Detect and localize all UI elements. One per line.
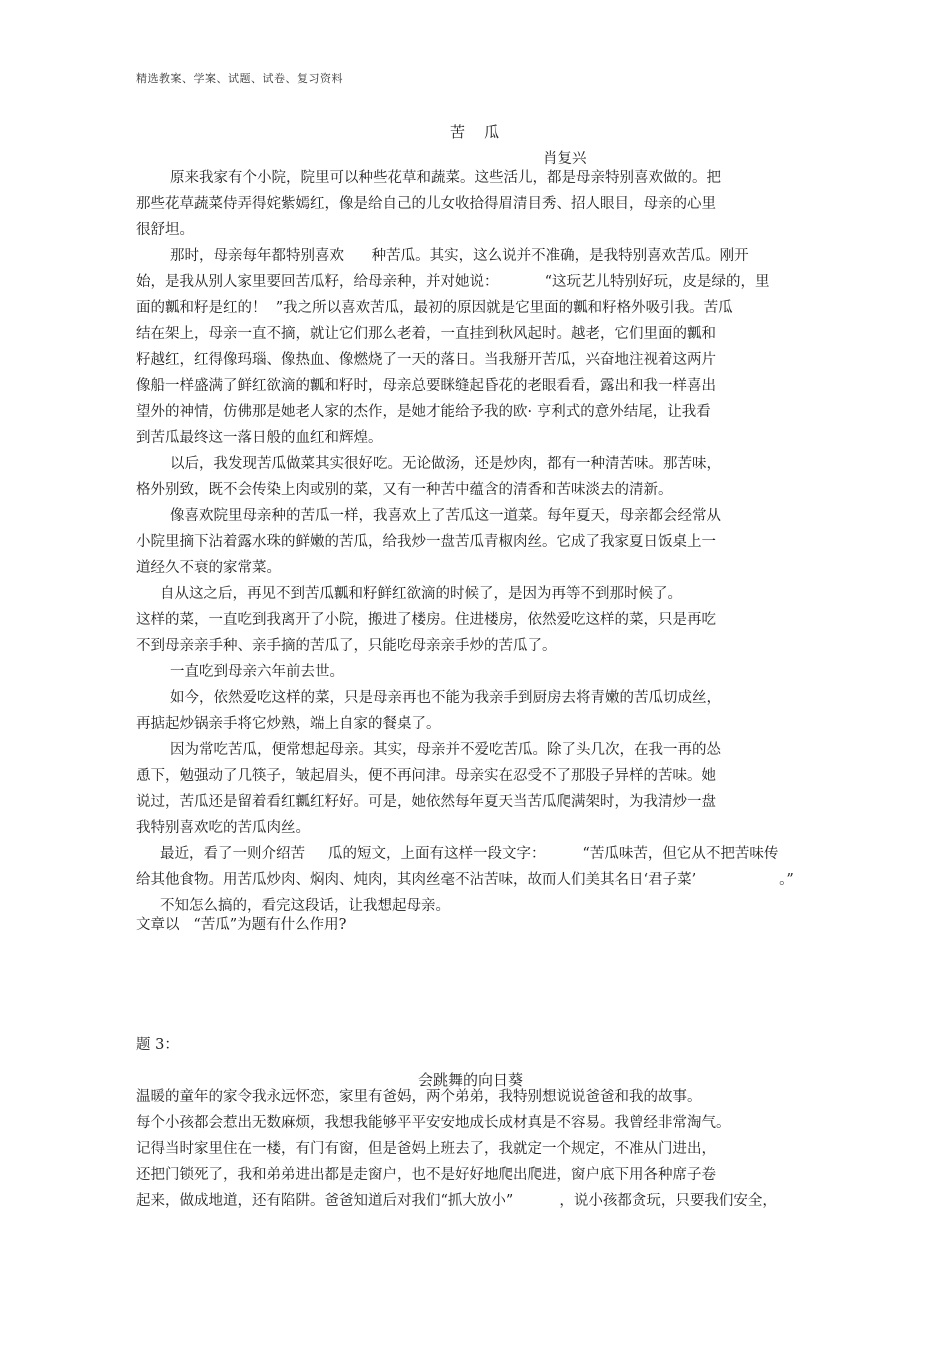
article-line: 因为常吃苦瓜，便常想起母亲。其实，母亲并不爱吃苦瓜。除了头几次，在我一再的怂 bbox=[170, 742, 721, 758]
article-line: 始，是我从别人家里要回苦瓜籽，给母亲种，并对她说： “这玩艺儿特别好玩，皮是绿的，里 bbox=[136, 274, 770, 290]
section-line: 每个小孩都会惹出无数麻烦，我想我能够平平安安地成长成材真是不容易。我曾经非常淘气。 bbox=[136, 1115, 731, 1131]
question-text: 文章以 “苦瓜”为题有什么作用? bbox=[136, 917, 347, 933]
article-line: 像喜欢院里母亲种的苦瓜一样，我喜欢上了苦瓜这一道菜。每年夏天，母亲都会经常从 bbox=[170, 508, 721, 524]
article-line: 那时，母亲每年都特别喜欢 种苦瓜。其实，这么说并不准确，是我特别喜欢苦瓜。刚开 bbox=[170, 248, 749, 264]
section-line: 温暖的童年的家令我永远怀恋，家里有爸妈，两个弟弟，我特别想说说爸爸和我的故事。 bbox=[136, 1089, 702, 1105]
section-line: 起来，做成地道，还有陷阱。爸爸知道后对我们“抓大放小” ，说小孩都贪玩，只要我们安全， bbox=[136, 1193, 777, 1209]
article-line: 望外的神情，仿佛那是她老人家的杰作，是她才能给予我的欧· 亨利式的意外结尾，让我看 bbox=[136, 404, 711, 420]
article-line: 说过，苦瓜还是留着看红瓤红籽好。可是，她依然每年夏天当苦瓜爬满架时，为我清炒一盘 bbox=[136, 794, 716, 810]
section-label: 题 3： bbox=[136, 1037, 179, 1053]
article-line: 格外别致，既不会传染上肉或别的菜，又有一种苦中蕴含的清香和苦味淡去的清新。 bbox=[136, 482, 673, 498]
article-line: 最近，看了一则介绍苦 瓜的短文，上面有这样一段文字： “苦瓜味苦，但它从不把苦味传 bbox=[160, 846, 779, 862]
article-line: 面的瓤和籽是红的！ ”我之所以喜欢苦瓜，最初的原因就是它里面的瓤和籽格外吸引我。苦瓜 bbox=[136, 300, 733, 316]
article-line: 我特别喜欢吃的苦瓜肉丝。 bbox=[136, 820, 310, 836]
article-line: 恿下，勉强动了几筷子，皱起眉头，便不再问津。母亲实在忍受不了那股子异样的苦味。她 bbox=[136, 768, 716, 784]
section-line: 还把门锁死了，我和弟弟进出都是走窗户，也不是好好地爬出爬进，窗户底下用各种席子卷 bbox=[136, 1167, 716, 1183]
article-line: 结在架上，母亲一直不摘，就让它们那么老着，一直挂到秋风起时。越老，它们里面的瓤和 bbox=[136, 326, 716, 342]
article-line: 自从这之后，再见不到苦瓜瓤和籽鲜红欲滴的时候了，是因为再等不到那时候了。 bbox=[160, 586, 682, 602]
article-line: 小院里摘下沾着露水珠的鲜嫩的苦瓜，给我炒一盘苦瓜青椒肉丝。它成了我家夏日饭桌上一 bbox=[136, 534, 716, 550]
article-line: 道经久不衰的家常菜。 bbox=[136, 560, 281, 576]
article-author: 肖复兴 bbox=[543, 151, 587, 167]
article-line: 不到母亲亲手种、亲手摘的苦瓜了，只能吃母亲亲手炒的苦瓜了。 bbox=[136, 638, 557, 654]
article-line: 这样的菜，一直吃到我离开了小院，搬进了楼房。住进楼房，依然爱吃这样的菜，只是再吃 bbox=[136, 612, 716, 628]
article-line: 给其他食物。用苦瓜炒肉、焖肉、炖肉，其肉丝毫不沾苦味，故而人们美其名日‘君子菜’ 。” bbox=[136, 872, 794, 888]
section-line: 记得当时家里住在一楼，有门有窗，但是爸妈上班去了，我就定一个规定，不准从门进出， bbox=[136, 1141, 716, 1157]
section-title: 会跳舞的向日葵 bbox=[418, 1071, 524, 1089]
article-line: 以后，我发现苦瓜做菜其实很好吃。无论做汤，还是炒肉，都有一种清苦味。那苦味， bbox=[170, 456, 721, 472]
article-title: 苦 瓜 bbox=[450, 123, 500, 141]
article-line: 原来我家有个小院，院里可以种些花草和蔬菜。这些活儿，都是母亲特别喜欢做的。把 bbox=[170, 170, 721, 186]
article-line: 一直吃到母亲六年前去世。 bbox=[170, 664, 344, 680]
article-line: 籽越红，红得像玛瑙、像热血、像燃烧了一天的落日。当我掰开苦瓜，兴奋地注视着这两片 bbox=[136, 352, 716, 368]
article-line: 像船一样盛满了鲜红欲滴的瓤和籽时，母亲总要眯缝起昏花的老眼看看，露出和我一样喜出 bbox=[136, 378, 716, 394]
article-line: 如今，依然爱吃这样的菜，只是母亲再也不能为我亲手到厨房去将青嫩的苦瓜切成丝， bbox=[170, 690, 721, 706]
article-line: 再掂起炒锅亲手将它炒熟，端上自家的餐桌了。 bbox=[136, 716, 441, 732]
article-line: 到苦瓜最终这一落日般的血红和辉煌。 bbox=[136, 430, 383, 446]
page-header: 精选教案、学案、试题、试卷、复习资料 bbox=[136, 72, 343, 85]
article-line: 很舒坦。 bbox=[136, 222, 194, 238]
article-line: 不知怎么搞的，看完这段话，让我想起母亲。 bbox=[160, 898, 450, 914]
article-line: 那些花草蔬菜侍弄得姹紫嫣红，像是给自己的儿女收拾得眉清目秀、招人眼目，母亲的心里 bbox=[136, 196, 716, 212]
